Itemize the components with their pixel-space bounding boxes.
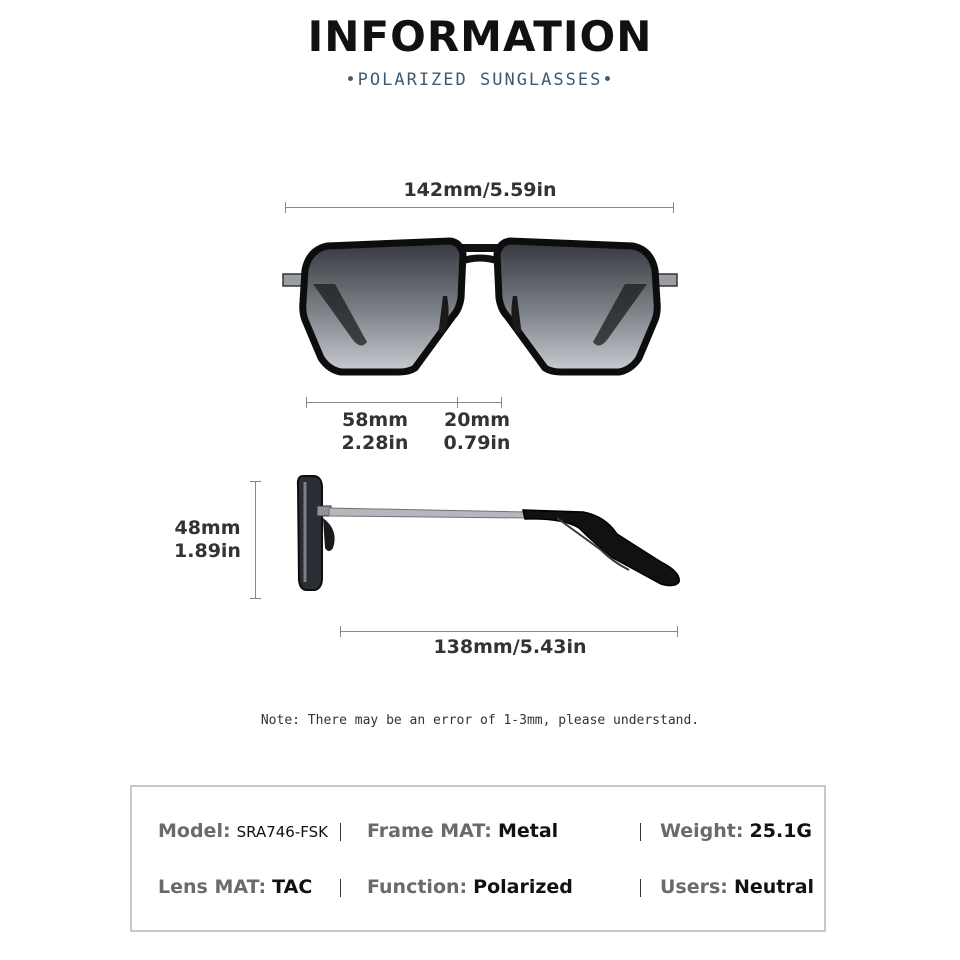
spec-weight <box>660 820 812 842</box>
separator <box>340 879 341 897</box>
users-value: Neutral <box>733 876 815 898</box>
frame-label: Frame MAT: <box>367 820 492 842</box>
frame-value: Metal <box>497 820 559 842</box>
weight-label: Weight: <box>660 820 744 842</box>
lens-height-tick-bottom <box>250 598 261 599</box>
separator <box>340 823 341 841</box>
lens-height-tick-top <box>250 481 261 482</box>
lens-width-mm: 58mm <box>341 409 409 431</box>
bridge-in: 0.79in <box>443 432 511 454</box>
lens-height-in: 1.89in <box>174 540 241 562</box>
spec-lens <box>158 876 312 898</box>
total-width-tick-right <box>673 202 674 213</box>
spec-function <box>367 876 573 898</box>
tolerance-note: Note: There may be an error of 1-3mm, please understand. <box>260 713 700 728</box>
total-width-label: 142mm/5.59in <box>403 179 557 201</box>
lens-width-tick-left <box>306 397 307 408</box>
weight-value: 25.1G <box>749 820 813 842</box>
function-value: Polarized <box>473 876 573 898</box>
lens-height-mm: 48mm <box>174 517 241 539</box>
temple-length-tick-left <box>340 626 341 637</box>
bridge-tick-right <box>501 397 502 408</box>
spec-users <box>660 876 814 898</box>
total-width-line <box>285 207 674 208</box>
lens-width-line <box>306 402 502 403</box>
temple-length-tick-right <box>677 626 678 637</box>
separator <box>640 823 641 841</box>
page-subtitle: •POLARIZED SUNGLASSES• <box>345 70 615 90</box>
temple-length-line <box>340 631 678 632</box>
function-label: Function: <box>367 876 468 898</box>
sunglasses-side-view <box>295 472 687 597</box>
lens-value: TAC <box>272 876 313 898</box>
spec-table <box>130 785 826 932</box>
lens-label: Lens MAT: <box>158 876 267 898</box>
users-label: Users: <box>660 876 728 898</box>
total-width-tick-left <box>285 202 286 213</box>
lens-bridge-tick-mid <box>457 397 458 408</box>
model-label: Model: <box>158 820 231 842</box>
lens-height-line <box>255 481 256 599</box>
separator <box>640 879 641 897</box>
bridge-mm: 20mm <box>443 409 511 431</box>
temple-length-label: 138mm/5.43in <box>433 636 587 658</box>
spec-frame <box>367 820 558 842</box>
page-title: INFORMATION <box>307 12 653 61</box>
sunglasses-front-view <box>275 232 685 382</box>
lens-width-in: 2.28in <box>341 432 409 454</box>
model-value: SRA746-FSK <box>236 823 328 841</box>
spec-model <box>158 820 328 842</box>
